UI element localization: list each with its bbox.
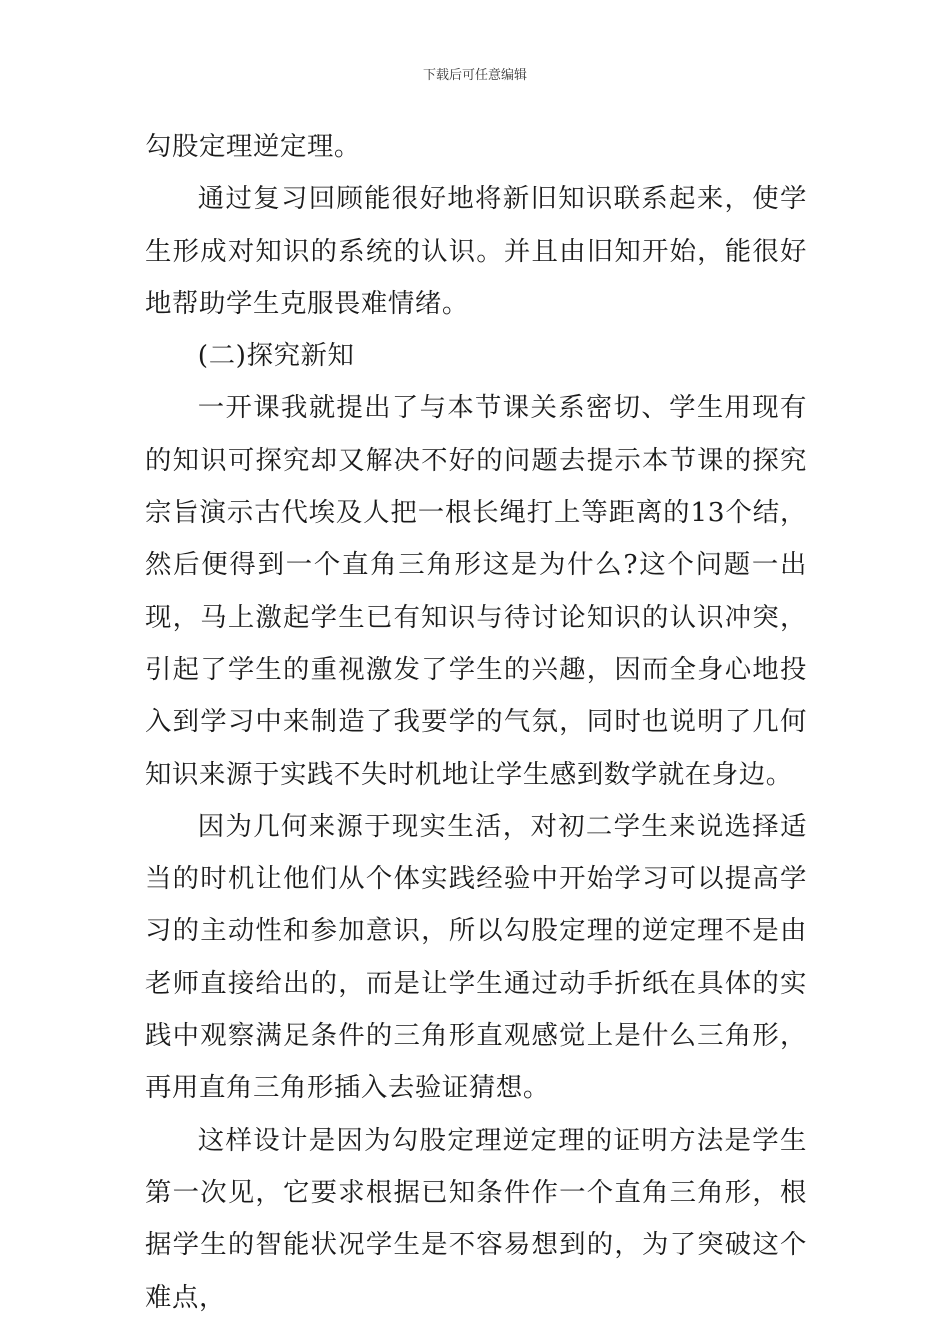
page-header: 下载后可任意编辑 (422, 68, 527, 83)
paragraph-continuation: 勾股定理逆定理。 (145, 131, 361, 162)
section-heading: (二)探究新知 (197, 340, 355, 372)
paragraph: 一开课我就提出了与本节课关系密切、学生用现有的知识可探究却又解决不好的问题去提示本节课的探究宗旨演示古代埃及人把一根长绳打上等距离的13个结，然后便得到一个直角三角形这是为什么?这个问题一出现，马上激起学生已有知识与待讨论知识的认识冲突，引起了学生的重视激发了学生的兴趣，因而全身心地投入到学习中来制造了我要学的气氛，同时也说明了几何知识来源于实践不失时机地让学生感到数学就在身边。 (145, 392, 808, 790)
document-body (145, 121, 807, 1324)
paragraph: 通过复习回顾能很好地将新旧知识联系起来，使学生形成对知识的系统的认识。并且由旧知开始，能很好地帮助学生克服畏难情绪。 (145, 183, 807, 319)
paragraph: 因为几何来源于现实生活，对初二学生来说选择适当的时机让他们从个体实践经验中开始学习可以提高学习的主动性和参加意识，所以勾股定理的逆定理不是由老师直接给出的，而是让学生通过动手折纸在具体的实践中观察满足条件的三角形直观感觉上是什么三角形，再用直角三角形插入去验证猜想。 (145, 810, 807, 1104)
paragraph: 这样设计是因为勾股定理逆定理的证明方法是学生第一次见，它要求根据已知条件作一个直角三角形，根据学生的智能状况学生是不容易想到的，为了突破这个难点， (145, 1124, 807, 1313)
